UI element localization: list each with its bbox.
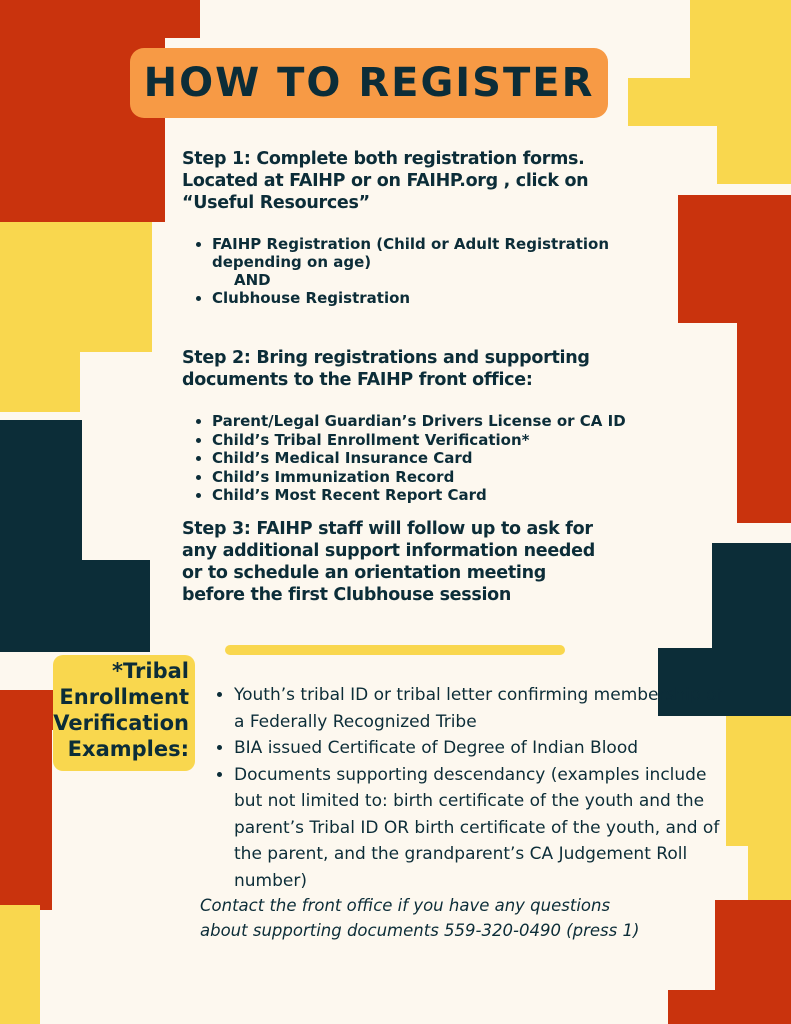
- list-item: • Child’s Tribal Enrollment Verification*: [212, 431, 692, 450]
- step-3-heading: [182, 518, 595, 606]
- list-item: • Child’s Most Recent Report Card: [212, 486, 692, 505]
- contact-line: Contact the front office if you have any questions: [200, 896, 611, 915]
- step-1-line: “Useful Resources”: [182, 193, 370, 213]
- contact-line: about supporting documents 559-320-0490 (press 1): [200, 921, 640, 940]
- step-2-list: [192, 412, 692, 505]
- decor-block: [726, 716, 791, 846]
- decor-block: [0, 420, 82, 560]
- decor-block: [628, 78, 791, 126]
- step-3-line: before the first Clubhouse session: [182, 585, 512, 605]
- step-3-line: or to schedule an orientation meeting: [182, 563, 546, 583]
- decor-block: [668, 990, 791, 1024]
- list-item: • Documents supporting descendancy (examples include but not limited to: birth certificate of the youth and the parent’s Tribal ID OR birth certificate of the youth, and of the parent, and the grandparent’s CA Judgement Roll number): [234, 762, 734, 895]
- decor-block: [0, 352, 80, 412]
- list-item: [212, 289, 672, 307]
- step-1-list: [192, 235, 672, 307]
- tribal-verification-label: [53, 655, 195, 771]
- tribal-heading-line: Examples:: [67, 737, 189, 761]
- decor-block: [0, 905, 40, 1024]
- and-label: AND: [234, 271, 271, 289]
- step-3-line: any additional support information needed: [182, 541, 595, 561]
- decor-block: [737, 323, 791, 523]
- list-item-text: Clubhouse Registration: [212, 289, 411, 307]
- step-1-line: Located at FAIHP or on FAIHP.org , click on: [182, 171, 589, 191]
- list-item: [212, 235, 672, 289]
- decor-block: [0, 700, 52, 910]
- tribal-heading-line: Enrollment: [59, 685, 189, 709]
- list-item: • Child’s Medical Insurance Card: [212, 449, 692, 468]
- step-1-line: Step 1: Complete both registration forms.: [182, 149, 585, 169]
- step-2-line: documents to the FAIHP front office:: [182, 370, 533, 390]
- tribal-heading-line: *Tribal: [112, 659, 189, 683]
- decor-block: [678, 195, 791, 323]
- list-item: • Youth’s tribal ID or tribal letter confirming membership of a Federally Recognized Tribe: [234, 682, 734, 735]
- decor-block: [717, 126, 791, 184]
- title-banner: [130, 48, 608, 118]
- list-item: • Parent/Legal Guardian’s Drivers License or CA ID: [212, 412, 692, 431]
- contact-note: [200, 893, 720, 943]
- decor-block: [690, 0, 791, 78]
- step-2-line: Step 2: Bring registrations and supporting: [182, 348, 590, 368]
- list-item: • BIA issued Certificate of Degree of Indian Blood: [234, 735, 734, 762]
- decor-block: [0, 560, 150, 652]
- list-item-text: FAIHP Registration (Child or Adult Registration: [212, 235, 610, 253]
- step-1-heading: [182, 148, 588, 214]
- decor-block: [0, 222, 152, 352]
- list-item-text: depending on age): [212, 253, 372, 271]
- divider: [225, 645, 565, 655]
- step-2-heading: [182, 347, 590, 391]
- step-3-line: Step 3: FAIHP staff will follow up to ask for: [182, 519, 593, 539]
- list-item: • Child’s Immunization Record: [212, 468, 692, 487]
- tribal-heading-line: Verification: [53, 711, 189, 735]
- decor-block: [712, 543, 791, 663]
- page-title: HOW TO REGISTER: [143, 60, 595, 106]
- tribal-examples-list: [212, 682, 734, 894]
